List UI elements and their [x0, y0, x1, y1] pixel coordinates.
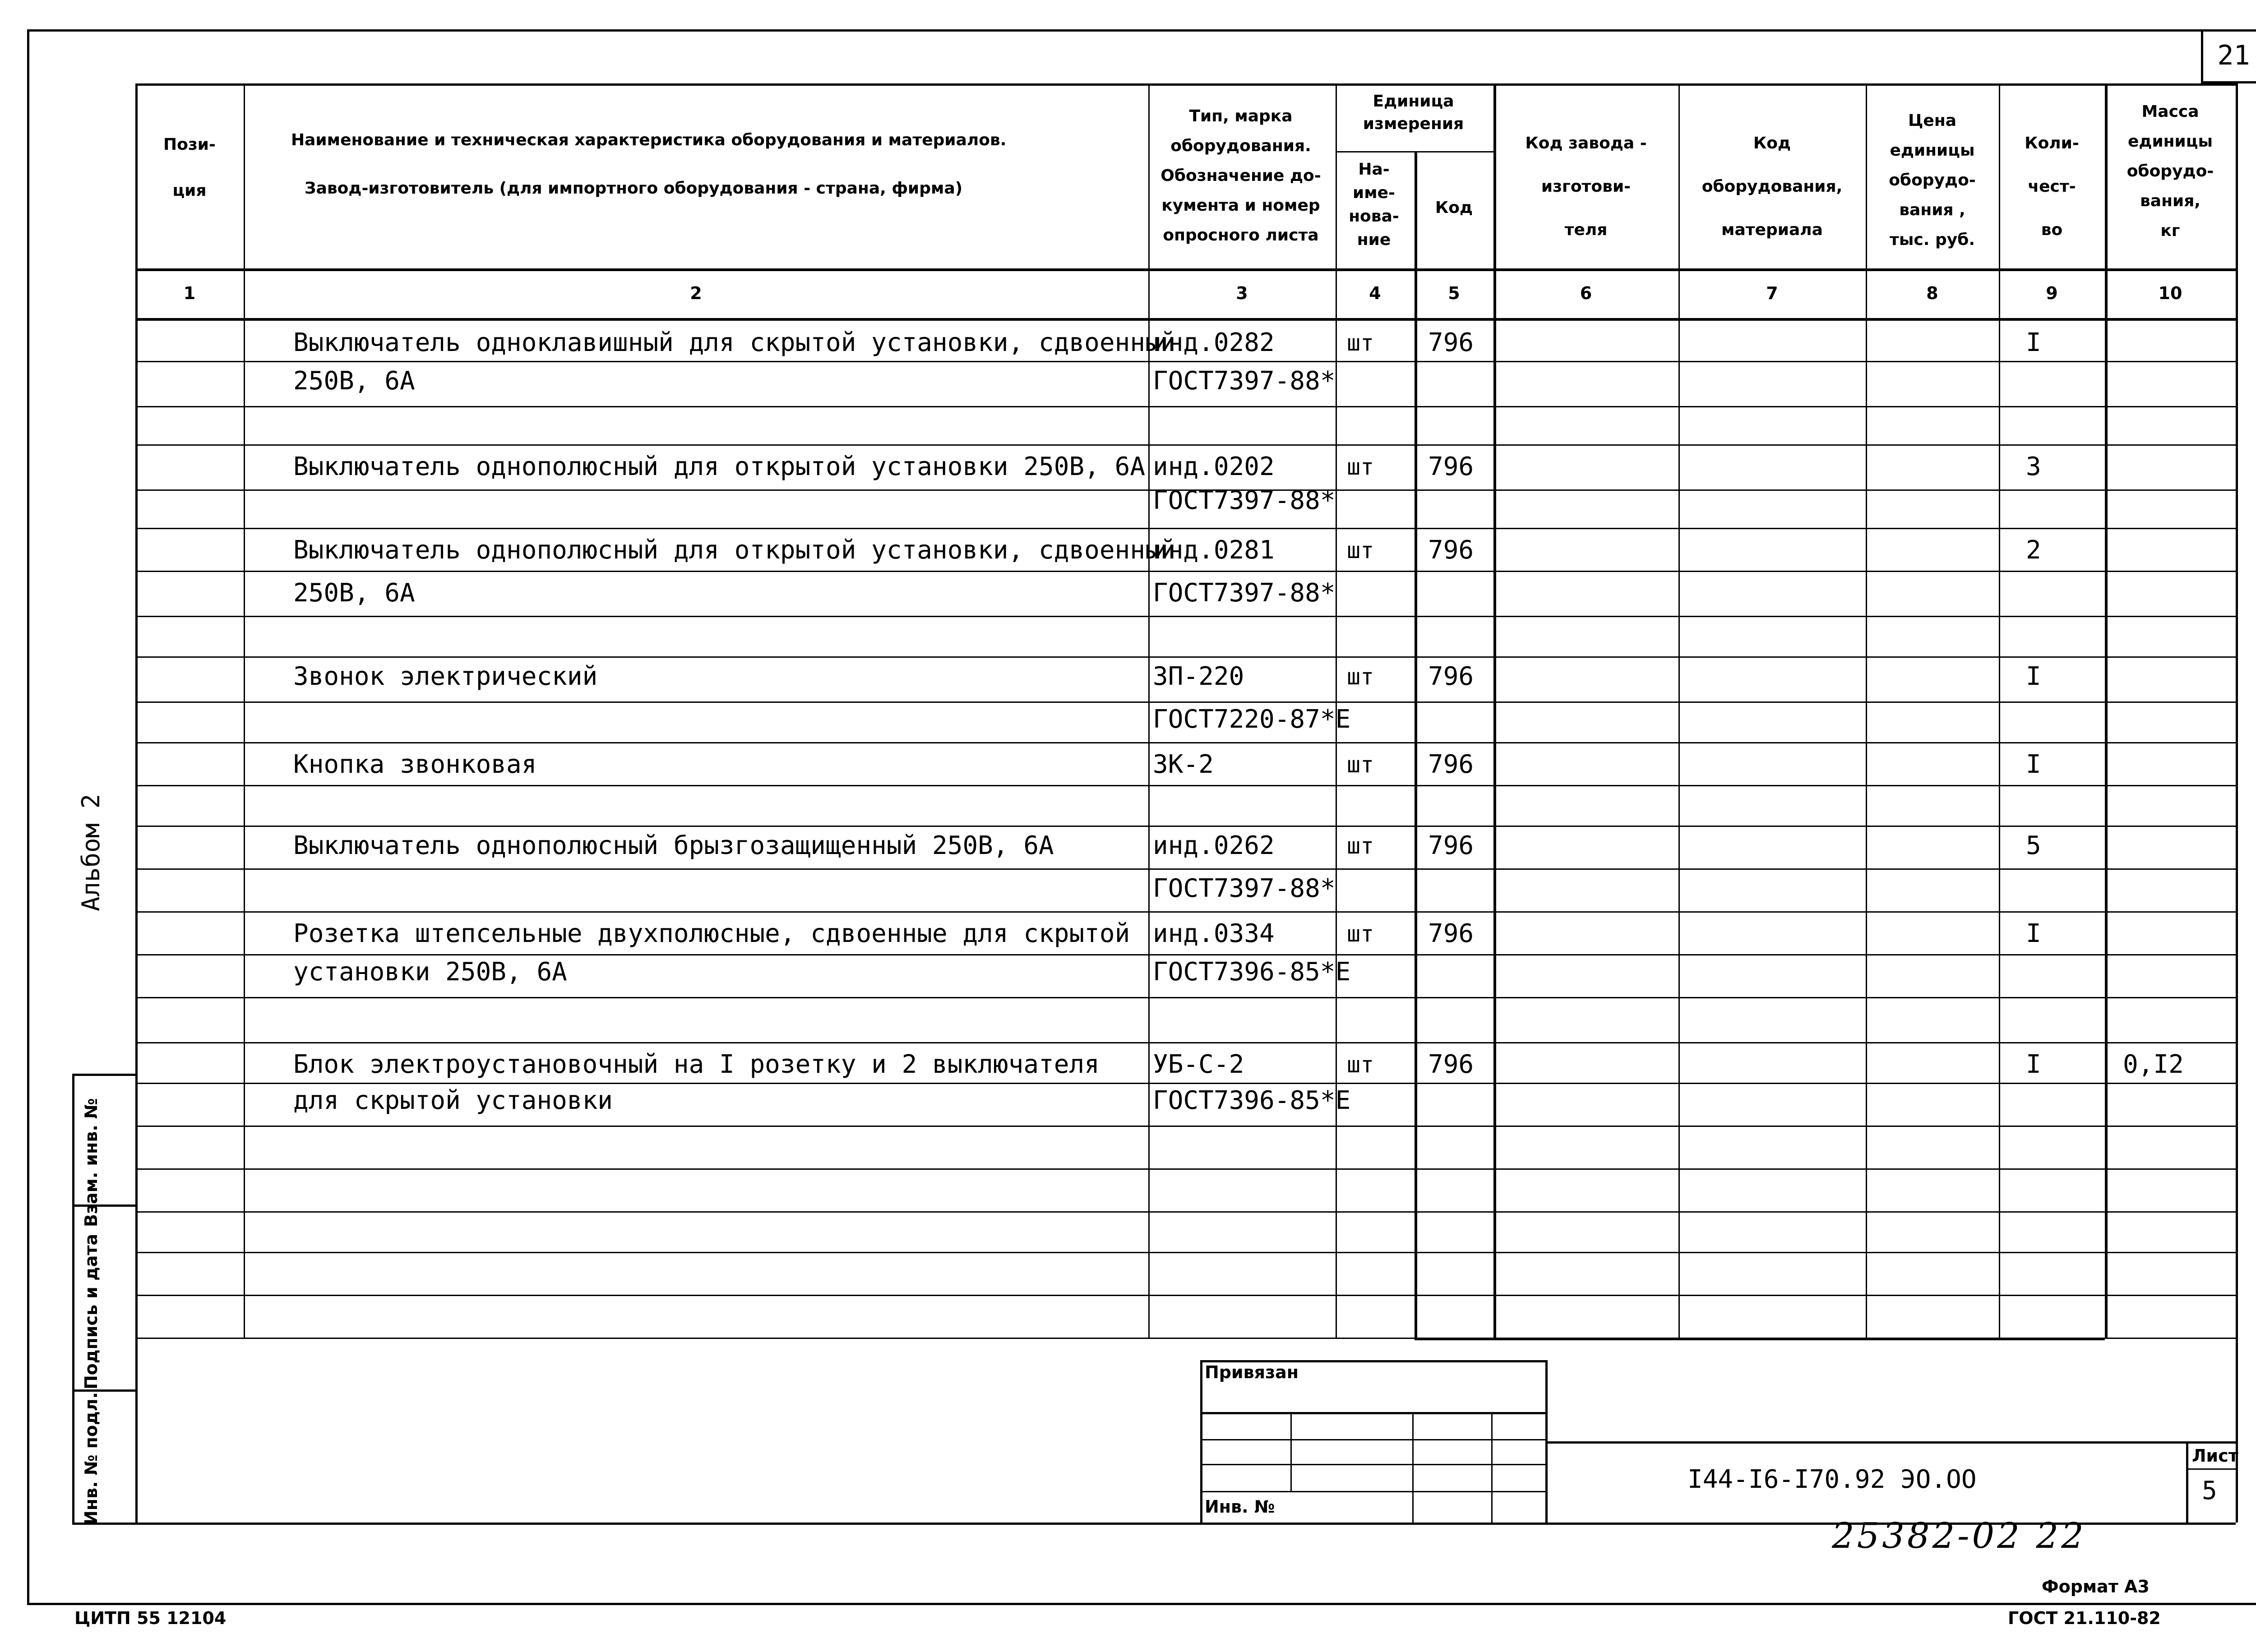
row-code: 796 [1428, 750, 1474, 779]
document-designation: I44-I6-I70.92 ЭО.ОО [1687, 1465, 1977, 1494]
table-right-line [2236, 83, 2238, 1338]
row-name: Кнопка звонковая [293, 750, 537, 779]
side-box-line [72, 1074, 135, 1076]
row-name: Выключатель одноклавишный для скрытой установки, сдвоенный [293, 328, 1176, 357]
box-top-line [1415, 318, 2105, 321]
row-mass: 0,I2 [2123, 1050, 2184, 1079]
stamp-line [1491, 1412, 1493, 1523]
row-line [135, 444, 2236, 446]
row-type: инд.0281 [1153, 535, 1275, 565]
row-type: ГОСТ7397-88* [1153, 366, 1336, 396]
header-col9: Коли- чест- во [2025, 134, 2079, 239]
row-line [135, 571, 2236, 572]
row-quantity: I [2026, 750, 2041, 779]
column-line [2105, 83, 2108, 1338]
row-code: 796 [1428, 1050, 1474, 1079]
inv-no-label: Инв. № [1205, 1497, 1275, 1517]
row-type: ГОСТ7396-85*Е [1153, 957, 1351, 987]
row-unit: шт [1347, 1052, 1374, 1078]
row-line [135, 406, 2236, 407]
row-line [135, 997, 2236, 998]
row-quantity: I [2026, 662, 2041, 691]
stamp-line [1545, 1441, 2236, 1444]
column-line [1415, 151, 1417, 1338]
stamp-line [1290, 1412, 1292, 1491]
row-line [135, 656, 2236, 658]
row-type: УБ-С-2 [1153, 1050, 1244, 1079]
header-col8: Цена единицы оборудо- вания , тыс. руб. [1889, 111, 1976, 249]
header-col1: Пози- ция [163, 135, 216, 200]
column-line [1678, 83, 1680, 1338]
sheet-number: 5 [2202, 1476, 2217, 1505]
stamp-line [1200, 1491, 1545, 1492]
header-col6: Код завода - изготови- теля [1525, 134, 1647, 239]
header-col3: Тип, марка оборудования. Обозначение до- кумента и номер опросного листа [1160, 107, 1321, 245]
sheet-top-number: 21 [2201, 29, 2256, 83]
column-number: 1 [183, 283, 196, 303]
stamp-line [1200, 1439, 1545, 1440]
row-line [135, 785, 2236, 786]
inv-podl-label: Инв. № подл. [81, 1392, 101, 1525]
bottom-right-line [2236, 1338, 2238, 1523]
row-quantity: 3 [2026, 452, 2041, 481]
row-name: для скрытой установки [293, 1086, 613, 1115]
column-number: 8 [1926, 283, 1938, 303]
row-line [135, 868, 2236, 870]
row-line [135, 1252, 2236, 1253]
stamp-line [1200, 1412, 1545, 1414]
row-line [135, 1168, 2236, 1170]
sheet-label: Лист [2192, 1446, 2238, 1466]
stamp-line [1200, 1464, 1545, 1465]
format-label: Формат А3 [2042, 1577, 2150, 1597]
header-col5: Код [1435, 198, 1473, 217]
row-type: инд.0262 [1153, 831, 1275, 860]
vzam-label: Взам. инв. № [81, 1098, 101, 1227]
header-col7: Код оборудования, материала [1701, 134, 1843, 239]
row-line [135, 1211, 2236, 1213]
row-type: ГОСТ7396-85*Е [1153, 1086, 1351, 1115]
column-number: 6 [1580, 283, 1592, 303]
column-number: 5 [1448, 283, 1460, 303]
data-bottom-line [135, 1338, 2236, 1339]
row-quantity: I [2026, 328, 2041, 357]
row-type: ЗП-220 [1153, 662, 1244, 691]
header-bottom-line [135, 268, 2236, 271]
column-number: 4 [1369, 283, 1381, 303]
row-name: Розетка штепсельные двухполюсные, сдвоенные для скрытой [293, 919, 1130, 948]
row-quantity: 2 [2026, 535, 2041, 565]
footer-right: ГОСТ 21.110-82 [2008, 1608, 2161, 1628]
row-line [135, 1042, 2236, 1043]
column-line [1148, 83, 1150, 1338]
header-col2: Наименование и техническая характеристика оборудования и материалов. Завод-изготовитель (для импортного оборудования - страна, фирма) [291, 131, 1007, 198]
column-number: 3 [1236, 283, 1248, 303]
row-type: инд.0334 [1153, 919, 1275, 948]
column-line [1999, 83, 2000, 1338]
row-line [135, 1083, 2236, 1084]
row-name: установки 250В, 6А [293, 957, 567, 987]
row-name: Выключатель однополюсный для открытой установки 250В, 6А [293, 452, 1146, 481]
stamp-line [2186, 1441, 2188, 1523]
row-line [135, 1126, 2236, 1127]
row-line [135, 826, 2236, 827]
row-type: ГОСТ7397-88* [1153, 578, 1336, 608]
column-line [244, 83, 245, 1338]
row-type: инд.0282 [1153, 328, 1275, 357]
row-unit: шт [1347, 330, 1374, 356]
stamp-line [1200, 1360, 1202, 1523]
row-type: ГОСТ7220-87*Е [1153, 705, 1351, 734]
row-code: 796 [1428, 662, 1474, 691]
row-name: Звонок электрический [293, 662, 598, 691]
row-unit: шт [1347, 833, 1374, 859]
album-label: Альбом 2 [77, 794, 105, 911]
side-box-line [72, 1389, 135, 1392]
row-unit: шт [1347, 664, 1374, 690]
row-name: Выключатель однополюсный брызгозащищенный 250В, 6А [293, 831, 1054, 860]
row-line [135, 361, 2236, 362]
row-code: 796 [1428, 535, 1474, 565]
row-quantity: I [2026, 919, 2041, 948]
column-number: 7 [1766, 283, 1778, 303]
row-name: Блок электроустановочный на I розетку и 2 выключателя [293, 1050, 1100, 1079]
row-line [135, 742, 2236, 743]
column-line [1866, 83, 1867, 1338]
row-line [135, 616, 2236, 617]
row-unit: шт [1347, 921, 1374, 947]
row-line [135, 954, 2236, 955]
privyazan-label: Привязан [1205, 1362, 1299, 1382]
row-type: ГОСТ7397-88* [1153, 874, 1336, 903]
row-unit: шт [1347, 752, 1374, 778]
row-code: 796 [1428, 328, 1474, 357]
podpis-label: Подпись и дата [81, 1233, 101, 1389]
side-box-left [72, 1074, 74, 1523]
row-type: ЗК-2 [1153, 750, 1214, 779]
row-line [135, 911, 2236, 913]
row-name: 250В, 6А [293, 366, 415, 396]
header-col4: На- име- нова- ние [1349, 160, 1399, 249]
stamp-line [2186, 1468, 2236, 1470]
stamp-line [1412, 1412, 1414, 1523]
table-top-line [135, 83, 2236, 86]
handwritten-note: 25382-02 22 [1832, 1516, 2086, 1556]
column-number: 2 [690, 283, 702, 303]
row-code: 796 [1428, 452, 1474, 481]
header-col10: Масса единицы оборудо- вания, кг [2127, 102, 2214, 240]
column-number: 9 [2046, 283, 2058, 303]
row-code: 796 [1428, 919, 1474, 948]
row-unit: шт [1347, 454, 1374, 480]
row-name: 250В, 6А [293, 578, 415, 608]
row-quantity: I [2026, 1050, 2041, 1079]
row-type: ГОСТ7397-88* [1153, 486, 1336, 515]
column-line [1493, 83, 1496, 1338]
row-name: Выключатель однополюсный для открытой установки, сдвоенный [293, 535, 1176, 565]
row-code: 796 [1428, 831, 1474, 860]
column-number: 10 [2158, 283, 2182, 303]
drawing-frame [27, 29, 2256, 1605]
row-quantity: 5 [2026, 831, 2041, 860]
footer-left: ЦИТП 55 12104 [74, 1608, 227, 1628]
header-unit-group: Единица измерения [1363, 92, 1464, 133]
row-type: инд.0202 [1153, 452, 1275, 481]
row-line [135, 1295, 2236, 1296]
row-line [135, 528, 2236, 529]
row-line [135, 701, 2236, 703]
row-unit: шт [1347, 537, 1374, 563]
